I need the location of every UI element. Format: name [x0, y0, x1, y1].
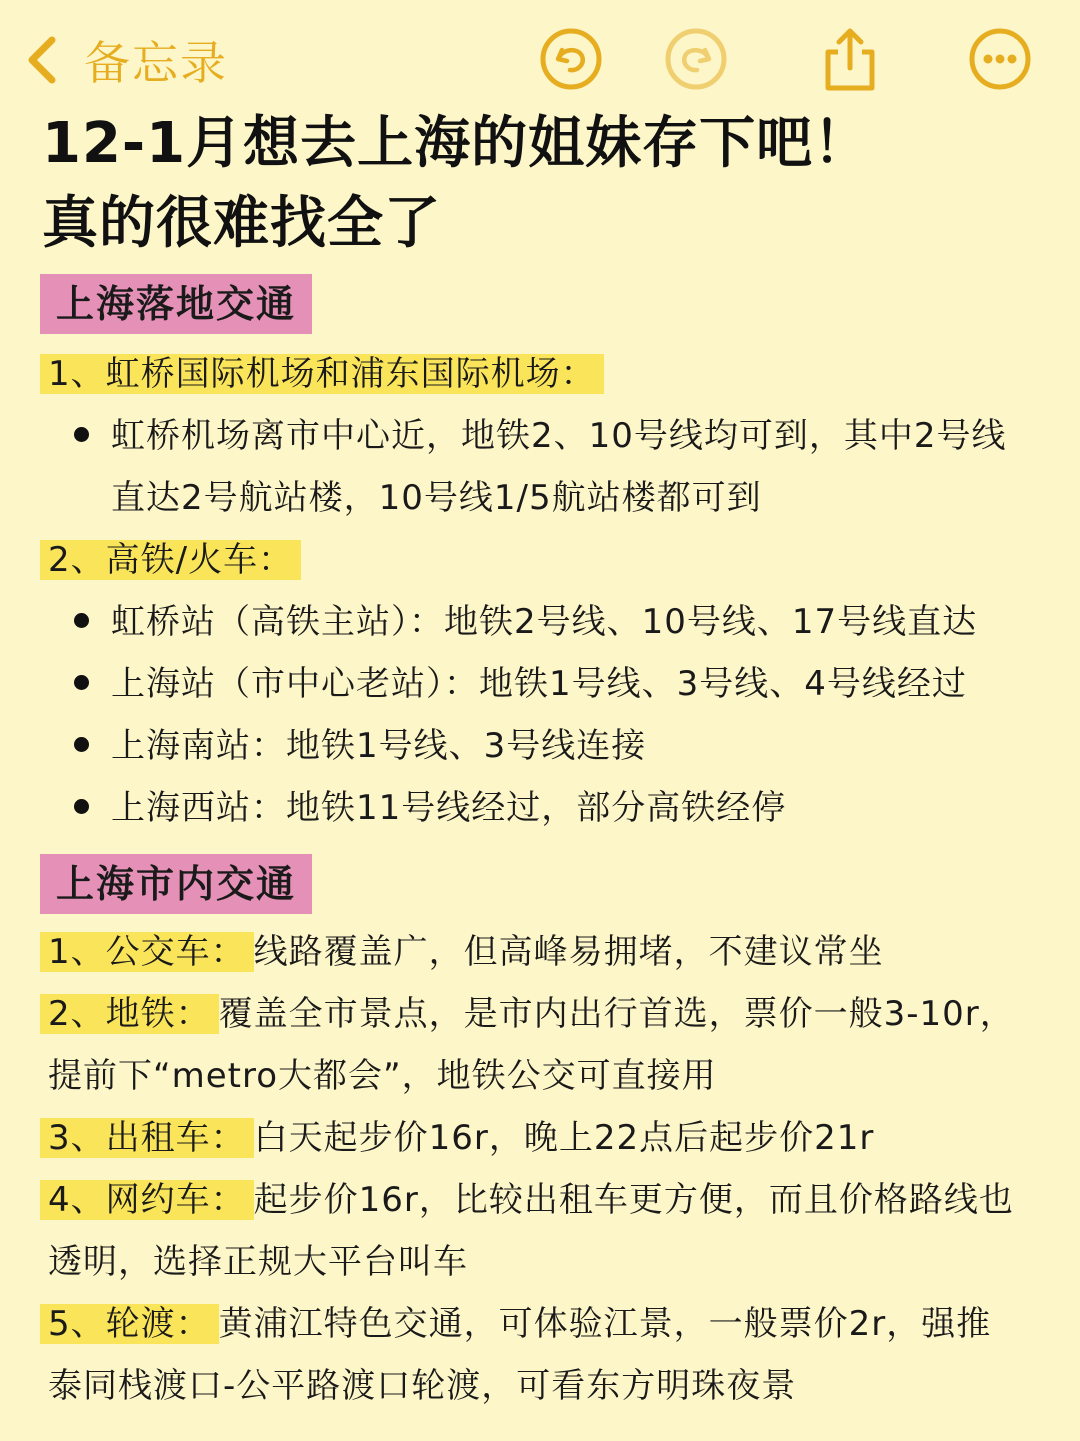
item-label: 3、出租车：	[40, 1118, 254, 1158]
item-label: 2、高铁/火车：	[40, 540, 301, 580]
back-button[interactable]	[22, 30, 228, 90]
item-text-continued: 透明，选择正规大平台叫车	[48, 1242, 468, 1282]
bullet-text: 上海南站：地铁1号线、3号线连接	[111, 726, 647, 766]
item-text: 白天起步价16r，晚上22点后起步价21r	[253, 1118, 875, 1158]
bullet-text: 上海西站：地铁11号线经过，部分高铁经停	[111, 788, 787, 828]
bullet-text: 上海站（市中心老站）：地铁1号线、3号线、4号线经过	[111, 664, 967, 704]
bullet-item	[74, 782, 786, 834]
share-button[interactable]	[816, 26, 882, 92]
bullet-dot-icon	[74, 613, 89, 628]
list-item-rideshare	[40, 1174, 1014, 1226]
more-button[interactable]	[967, 26, 1033, 92]
list-item-metro	[40, 988, 1015, 1040]
bullet-dot-icon	[74, 737, 89, 752]
bullet-text: 虹桥站（高铁主站）：地铁2号线、10号线、17号线直达	[111, 602, 978, 642]
item-label: 4、网约车：	[40, 1180, 254, 1220]
bullet-dot-icon	[74, 675, 89, 690]
item-text: 覆盖全市景点，是市内出行首选，票价一般3-10r，	[218, 994, 1015, 1034]
bullet-item	[74, 596, 977, 648]
bullet-dot-icon	[74, 799, 89, 814]
item-text: 线路覆盖广，但高峰易拥堵，不建议常坐	[253, 932, 884, 972]
item-label: 5、轮渡：	[40, 1304, 219, 1344]
item-text-continued: 提前下“metro大都会”，地铁公交可直接用	[48, 1056, 717, 1096]
list-item-rail	[40, 534, 301, 586]
undo-icon	[538, 26, 604, 92]
bullet-item	[74, 720, 646, 772]
note-title	[42, 104, 870, 264]
bullet-text-continued: 直达2号航站楼，10号线1/5航站楼都可到	[111, 478, 762, 518]
list-item-taxi	[40, 1112, 874, 1164]
item-label: 1、公交车：	[40, 932, 254, 972]
bullet-dot-icon	[74, 427, 89, 442]
item-text: 起步价16r，比较出租车更方便，而且价格路线也	[253, 1180, 1014, 1220]
more-icon	[967, 26, 1033, 92]
list-item-ferry	[40, 1298, 991, 1350]
item-text-continued: 泰同栈渡口-公平路渡口轮渡，可看东方明珠夜景	[48, 1366, 797, 1406]
share-icon	[816, 26, 882, 92]
undo-button[interactable]	[538, 26, 604, 92]
bullet-item	[74, 410, 1007, 462]
title-line-2: 真的很难找全了	[42, 191, 441, 256]
bullet-item	[74, 658, 967, 710]
redo-button[interactable]	[663, 26, 729, 92]
bullet-text: 虹桥机场离市中心近，地铁2、10号线均可到，其中2号线	[111, 416, 1007, 456]
section-heading-city: 上海市内交通	[40, 854, 312, 914]
top-bar	[0, 0, 1080, 120]
list-item-bus	[40, 926, 884, 978]
section-heading-arrival: 上海落地交通	[40, 274, 312, 334]
redo-icon	[663, 26, 729, 92]
item-label: 2、地铁：	[40, 994, 219, 1034]
title-line-1: 12-1月想去上海的姐妹存下吧！	[42, 111, 871, 176]
item-text: 黄浦江特色交通，可体验江景，一般票价2r，强推	[218, 1304, 992, 1344]
back-label: 备忘录	[84, 36, 228, 90]
chevron-left-icon	[22, 32, 62, 88]
list-item-airports	[40, 348, 604, 400]
item-label: 1、虹桥国际机场和浦东国际机场：	[40, 354, 604, 394]
